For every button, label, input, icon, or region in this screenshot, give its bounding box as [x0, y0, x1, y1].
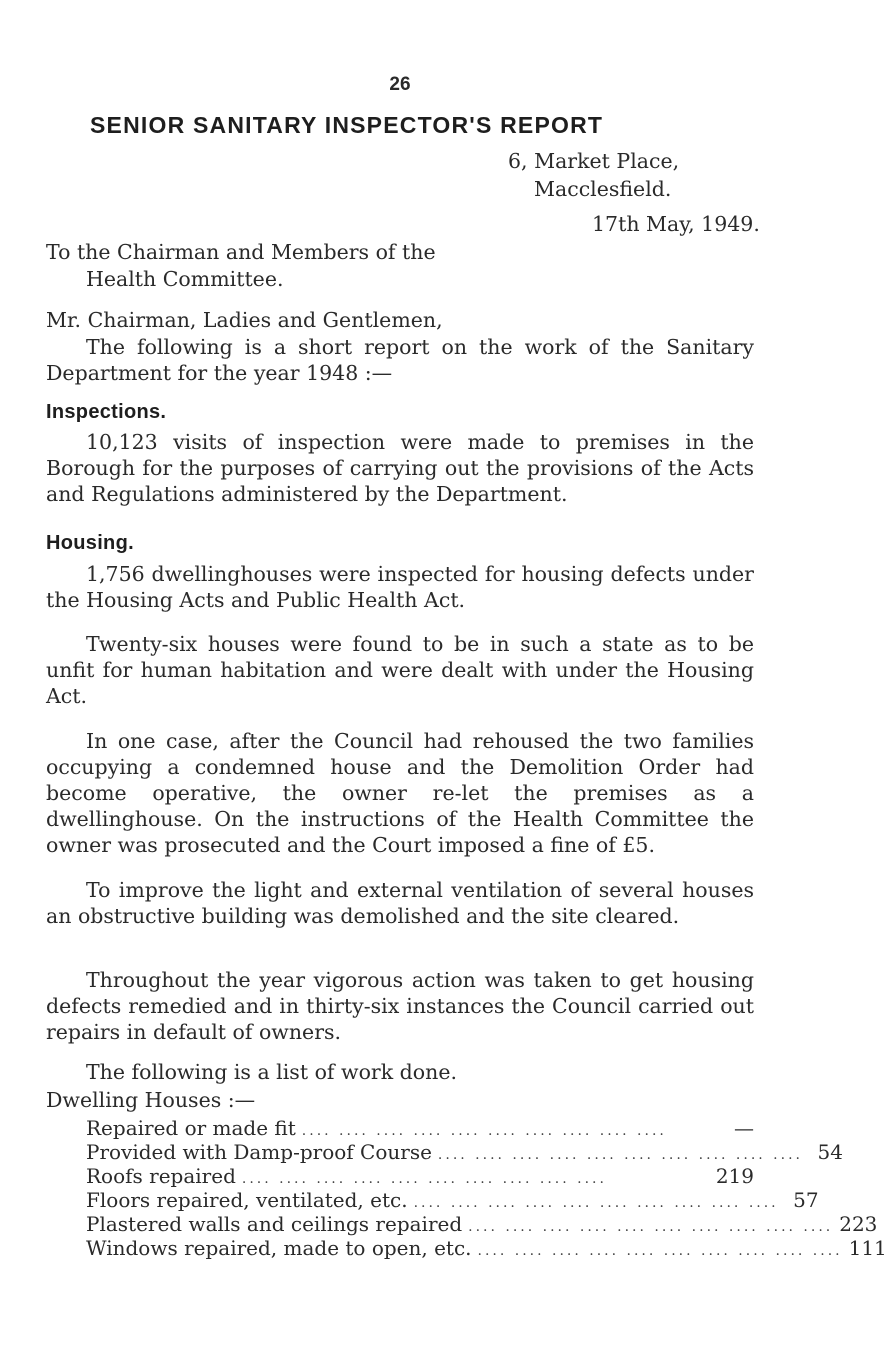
list-item-label: Plastered walls and ceilings repaired — [86, 1212, 463, 1236]
housing-paragraph-4: To improve the light and external ventilation of several houses an obstructive building was demolished and the site cleared. — [46, 878, 754, 928]
list-item — [86, 1236, 887, 1260]
report-title: SENIOR SANITARY INSPECTOR'S REPORT — [90, 112, 604, 138]
address-line-1: 6, Market Place, — [508, 149, 680, 173]
list-item — [86, 1188, 819, 1212]
housing-paragraph-3: In one case, after the Council had rehoused the two families occupying a condemned house and the Demolition Order had become operative, the owner re-let the premises as a dwellinghouse. On the instructions of the Health Committee the owner was prosecuted and the Court imposed a fine of £5. — [46, 729, 754, 857]
dot-leader: .... .... .... .... .... .... .... .... .... .... — [477, 1243, 843, 1259]
addressee-line-1: To the Chairman and Members of the — [46, 240, 436, 264]
address-line-2: Macclesfield. — [534, 177, 672, 201]
report-date: 17th May, 1949. — [592, 212, 760, 236]
list-item-label: Provided with Damp-proof Course — [86, 1140, 432, 1164]
housing-paragraph-1: 1,756 dwellinghouses were inspected for housing defects under the Housing Acts and Public Health Act. — [46, 562, 754, 612]
list-item-value: 57 — [793, 1188, 819, 1212]
list-item-value: 54 — [817, 1140, 843, 1164]
page-number: 26 — [389, 74, 411, 95]
housing-paragraph-2: Twenty-six houses were found to be in such a state as to be unfit for human habitation and were dealt with under the Housing Act. — [46, 632, 754, 708]
list-item-label: Repaired or made fit — [86, 1116, 296, 1140]
dot-leader: .... .... .... .... .... .... .... .... .... .... — [413, 1195, 779, 1211]
list-item — [86, 1212, 878, 1236]
list-item-label: Windows repaired, made to open, etc. — [86, 1236, 472, 1260]
list-item — [86, 1164, 754, 1188]
list-item — [86, 1116, 754, 1140]
list-item-value: 223 — [839, 1212, 878, 1236]
list-item-value: 111 — [848, 1236, 887, 1260]
housing-heading: Housing. — [46, 532, 134, 554]
dot-leader: .... .... .... .... .... .... .... .... .... .... — [241, 1171, 607, 1187]
inspections-heading: Inspections. — [46, 401, 167, 423]
intro-paragraph: The following is a short report on the work of the Sanitary Department for the year 1948 :— — [46, 335, 754, 385]
list-item-label: Floors repaired, ventilated, etc. — [86, 1188, 408, 1212]
salutation: Mr. Chairman, Ladies and Gentlemen, — [46, 308, 443, 332]
list-item — [86, 1140, 843, 1164]
list-item-label: Roofs repaired — [86, 1164, 236, 1188]
dot-leader: .... .... .... .... .... .... .... .... .... .... — [468, 1219, 834, 1235]
dot-leader: .... .... .... .... .... .... .... .... .... .... — [437, 1147, 803, 1163]
housing-paragraph-6: The following is a list of work done. — [86, 1060, 457, 1084]
list-item-value: — — [734, 1116, 754, 1140]
housing-paragraph-5: Throughout the year vigorous action was taken to get housing defects remedied and in thirty-six instances the Council carried out repairs in default of owners. — [46, 968, 754, 1044]
list-item-value: 219 — [715, 1164, 754, 1188]
work-list — [86, 1116, 887, 1260]
list-heading: Dwelling Houses :— — [46, 1088, 256, 1112]
inspections-paragraph: 10,123 visits of inspection were made to premises in the Borough for the purposes of carrying out the provisions of the Acts and Regulations administered by the Department. — [46, 430, 754, 506]
dot-leader: .... .... .... .... .... .... .... .... .... .... — [301, 1123, 667, 1139]
addressee-line-2: Health Committee. — [86, 267, 284, 291]
